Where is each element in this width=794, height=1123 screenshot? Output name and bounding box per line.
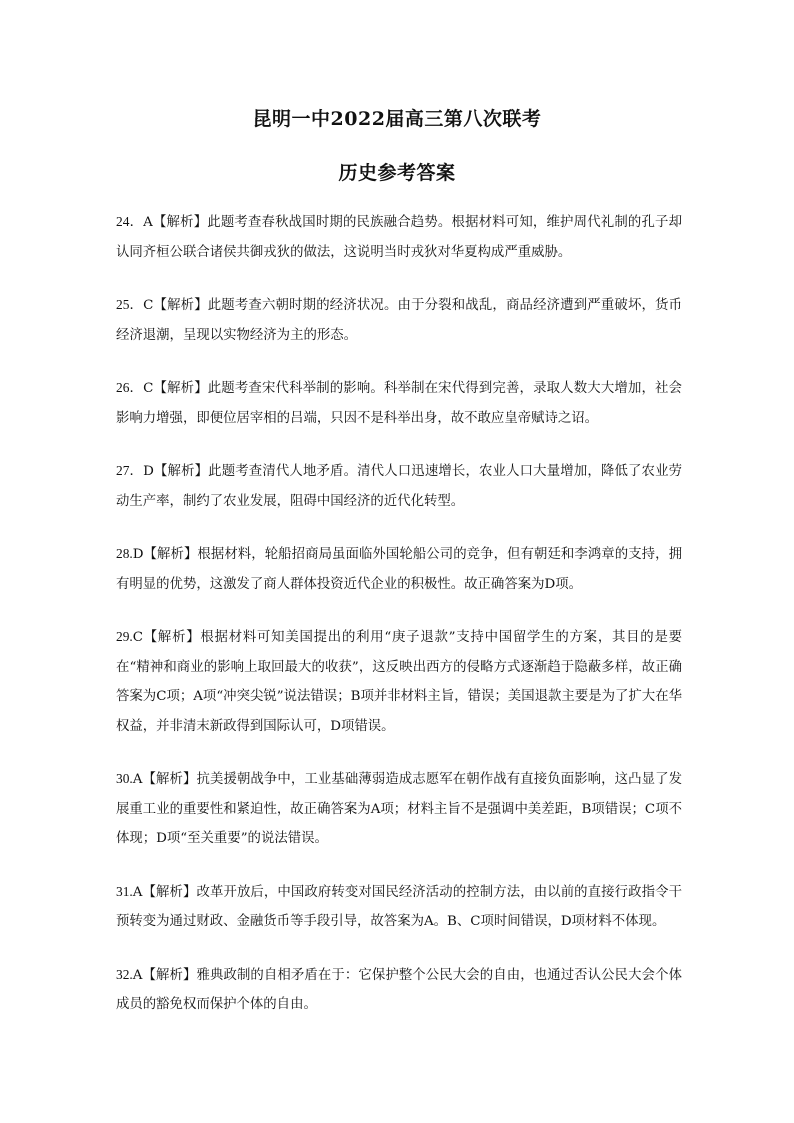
answer-item-27 [116, 456, 682, 516]
document-title: 昆明一中2022届高三第八次联考 [252, 108, 542, 130]
answer-text: D【解析】此题考查清代人地矛盾。清代人口迅速增长，农业人口大量增加，降低了农业劳动生产率，制约了农业发展，阻碍中国经济的近代化转型。 [116, 464, 683, 509]
answer-item-32 [116, 960, 682, 1020]
answer-text: A【解析】抗美援朝战争中，工业基础薄弱造成志愿军在朝作战有直接负面影响，这凸显了发展重工业的重要性和紧迫性，故正确答案为A项；材料主旨不是强调中美差距，B项错误；C项不体现；D项“至关重要”的说法错误。 [116, 772, 682, 846]
answer-number: 30. [116, 771, 133, 786]
answer-number: 26． [116, 380, 144, 395]
answer-list [116, 207, 682, 1043]
answer-number: 24． [116, 214, 144, 229]
answer-item-29 [116, 622, 682, 741]
answer-item-30 [116, 764, 682, 854]
answer-number: 25． [116, 297, 144, 312]
answer-text: C【解析】此题考查宋代科举制的影响。科举制在宋代得到完善，录取人数大大增加，社会影响力增强，即便位居宰相的吕端，只因不是科举出身，故不敢应皇帝赋诗之诏。 [116, 381, 683, 426]
answer-item-24 [116, 207, 682, 267]
answer-text: A【解析】雅典政制的自相矛盾在于：它保护整个公民大会的自由，也通过否认公民大会个体成员的豁免权而保护个体的自由。 [116, 967, 682, 1012]
answer-item-31 [116, 877, 682, 937]
answer-number: 31. [116, 883, 133, 899]
answer-number: 28. [116, 546, 133, 561]
answer-number: 32. [116, 966, 133, 982]
answer-item-28 [116, 539, 682, 599]
answer-text: A【解析】改革开放后，中国政府转变对国民经济活动的控制方法，由以前的直接行政指令干预转变为通过财政、金融货币等手段引导，故答案为A。B、C项时间错误，D项材料不体现。 [116, 884, 682, 929]
answer-text: D【解析】根据材料，轮船招商局虽面临外国轮船公司的竞争，但有朝廷和李鸿章的支持，拥有明显的优势，这激发了商人群体投资近代企业的积极性。故正确答案为D项。 [116, 547, 682, 592]
answer-number: 27． [116, 463, 144, 478]
document-subtitle: 历史参考答案 [338, 162, 456, 184]
answer-item-25 [116, 290, 682, 350]
answer-number: 29. [116, 629, 133, 644]
answer-text: A【解析】此题考查春秋战国时期的民族融合趋势。根据材料可知，维护周代礼制的孔子却认同齐桓公联合诸侯共御戎狄的做法，这说明当时戎狄对华夏构成严重威胁。 [116, 215, 682, 260]
answer-text: C【解析】根据材料可知美国提出的利用“庚子退款”支持中国留学生的方案，其目的是要在“精神和商业的影响上取回最大的收获”，这反映出西方的侵略方式逐渐趋于隐蔽多样，故正确答案为C项；A项“冲突尖锐”说法错误；B项并非材料主旨，错误；美国退款主要是为了扩大在华权益，并非清末新政得到国际认可，D项错误。 [116, 630, 682, 734]
answer-text: C【解析】此题考查六朝时期的经济状况。由于分裂和战乱，商品经济遭到严重破坏，货币经济退潮，呈现以实物经济为主的形态。 [116, 298, 683, 343]
answer-item-26 [116, 373, 682, 433]
